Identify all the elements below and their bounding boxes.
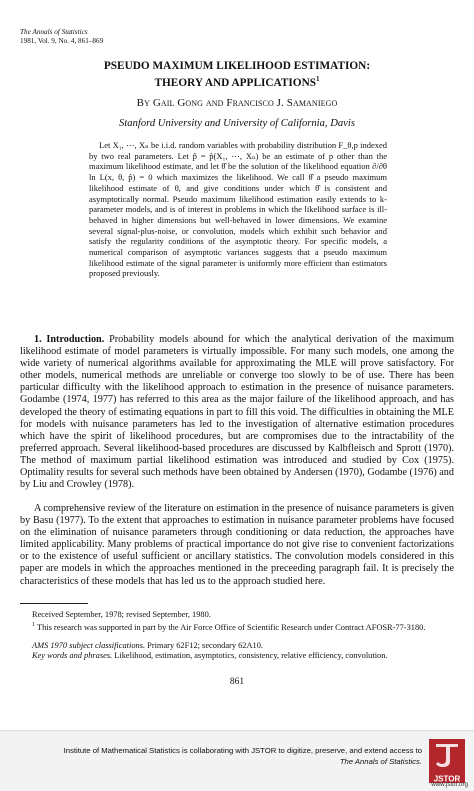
ams-label: AMS 1970 subject classifications.	[32, 641, 146, 650]
abstract: Let X₁, ⋯, Xₙ be i.i.d. random variables with probability distribution F_θ,p indexed by two real parameters. Let p̂ = p̂(X₁, ⋯, Xₙ) be an estimate of p other than the maximum likelihood estimate, and let θ̂ be the solution of the likelihood equation ∂/∂θ ln L(x, θ, p̂) = 0 which maximizes the likelihood. We call θ̂ a pseudo maximum likelihood estimate of θ, and give conditions under which θ̂ is consistent and asymptotically normal. Pseudo maximum likelihood estimation easily extends to k-parameter models, and is of interest in problems in which the likelihood surface is ill-behaved in higher dimensions but well-behaved in lower dimensions. We examine several signal-plus-noise, or convolution, models which exhibit such behavior and satisfy the regularity conditions of the asymptotic theory. For specific models, a numerical comparison of asymptotic variances suggests that a pseudo maximum likelihood estimate of the signal parameter is uniformly more efficient than estimators proposed previously.	[89, 140, 387, 279]
jstor-url[interactable]: www.jstor.org	[431, 781, 468, 788]
banner-line-1: Institute of Mathematical Statistics is collaborating with JSTOR to digitize, preserve, and extend access to	[63, 746, 422, 755]
footnote-1-mark: 1	[32, 622, 35, 628]
footnote-1-text: This research was supported in part by the Air Force Office of Scientific Research under Contract AFOSR-77-3180.	[36, 622, 426, 632]
page-number: 861	[229, 677, 245, 687]
affiliation: Stanford University and University of California, Davis	[119, 118, 355, 129]
footnote-1	[20, 620, 440, 633]
title-line-2: THEORY AND APPLICATIONS	[154, 76, 317, 89]
jstor-banner	[0, 730, 474, 791]
ams-text: Primary 62F12; secondary 62A10.	[147, 641, 263, 650]
journal-name: The Annals of Statistics	[20, 28, 88, 36]
keywords-label: Key words and phrases.	[32, 651, 113, 660]
article-title	[20, 60, 454, 90]
footnote-rule	[20, 603, 88, 604]
received-note: Received September, 1978; revised September, 1980.	[32, 610, 211, 619]
keywords	[20, 651, 440, 661]
title-footnote-mark: 1	[316, 75, 320, 83]
title-line-1: PSEUDO MAXIMUM LIKELIHOOD ESTIMATION:	[103, 60, 371, 72]
section-heading: 1. Introduction.	[34, 334, 105, 345]
intro-paragraph-2: A comprehensive review of the literature on estimation in the presence of nuisance parameters is given by Basu (1977). To the extent that approaches to estimation in nuisance parameter problems have focused on the elimination of nuisance parameters through conditioning or data reduction, the approaches have limited applicability. Many problems of practical importance do not give rise to convenient factorizations or to the existence of useful sufficient or ancillary statistics. The convolution models considered in this paper are models in which the approaches mentioned in the preceeding paragraph fail. It is precisely the characteristics of these models that has led us to the approach studied here.	[20, 503, 454, 587]
banner-line-2: The Annals of Statistics.	[339, 757, 422, 766]
authors: By Gail Gong and Francisco J. Samaniego	[136, 97, 338, 109]
ams-classification	[32, 641, 452, 651]
journal-volume: 1981, Vol. 9, No. 4, 861–869	[20, 36, 104, 45]
logo-text: JSTOR	[433, 774, 461, 784]
jstor-logo-icon[interactable]	[428, 738, 466, 784]
intro-paragraph-1-text: Probability models abound for which the analytical derivation of the maximum likelihood estimate of model parameters is virtually impossible. For many such models, one among the wide variety of numerical algorithms available for approximating the MLE will prove satisfactory. For other models, numerical methods are unreliable or converge too slowly to be of use. There has been particular difficulty with the likelihood approach to estimation in the presence of nuisance parameters. Godambe (1974, 1977) has referred to this area as the major failure of the likelihood approach, and has developed the theory of estimating equations in part to fill this void. The difficulties in obtaining the MLE for models with nuisance parameters has led to the investigation of alternative estimation procedures which have the spirit of likelihood procedures, but are compromises due to the intractability of the preferred approach. Several likelihood-based procedures are discussed by Kalbfleisch and Sprott (1970). The method of maximum partial likelihood estimation was introduced and studied by Cox (1975). Optimality results for several such methods have been obtained by Andersen (1970), Godambe (1976) and by Liu and Crowley (1978).	[20, 334, 454, 491]
journal-header	[20, 28, 103, 45]
keywords-text: Likelihood, estimation, asymptotics, consistency, relative efficiency, convolution.	[114, 651, 388, 660]
intro-paragraph-1	[20, 334, 454, 491]
